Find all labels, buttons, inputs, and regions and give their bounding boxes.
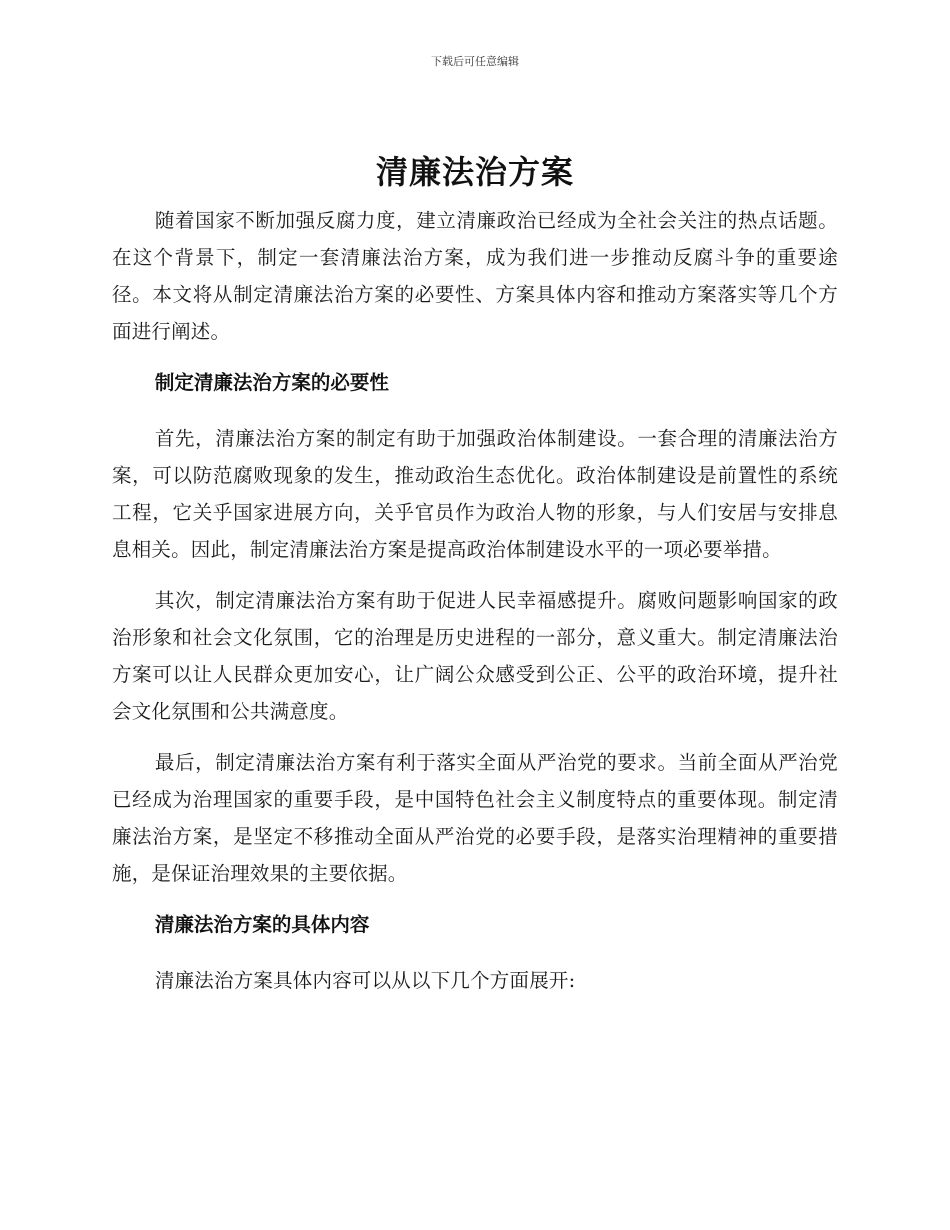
paragraph-content-intro: 清廉法治方案具体内容可以从以下几个方面展开: — [154, 969, 576, 992]
document-body — [112, 150, 838, 1013]
paragraph-first: 首先，清廉法治方案的制定有助于加强政治体制建设。一套合理的清廉法治方案，可以防范腐败现象的发生，推动政治生态优化。政治体制建设是前置性的系统工程，它关乎国家进展方向，关乎官员作为政治人物的形象，与人们安居与安排息息相关。因此，制定清廉法治方案是提高政治体制建设水平的一项必要举措。 — [112, 427, 838, 561]
document-title: 清廉法治方案 — [375, 153, 574, 191]
section-heading-necessity: 制定清廉法治方案的必要性 — [154, 371, 389, 394]
section-heading-content: 清廉法治方案的具体内容 — [154, 913, 370, 936]
paragraph-last: 最后，制定清廉法治方案有利于落实全面从严治党的要求。当前全面从严治党已经成为治理国家的重要手段，是中国特色社会主义制度特点的重要体现。制定清廉法治方案，是坚定不移推动全面从严治党的必要手段，是落实治理精神的重要措施，是保证治理效果的主要依据。 — [112, 751, 838, 885]
header-note: 下载后可任意编辑 — [431, 55, 519, 68]
paragraph-intro: 随着国家不断加强反腐力度，建立清廉政治已经成为全社会关注的热点话题。在这个背景下，制定一套清廉法治方案，成为我们进一步推动反腐斗争的重要途径。本文将从制定清廉法治方案的必要性、方案具体内容和推动方案落实等几个方面进行阐述。 — [112, 209, 838, 343]
paragraph-second: 其次，制定清廉法治方案有助于促进人民幸福感提升。腐败问题影响国家的政治形象和社会文化氛围，它的治理是历史进程的一部分，意义重大。制定清廉法治方案可以让人民群众更加安心，让广阔公众感受到公正、公平的政治环境，提升社会文化氛围和公共满意度。 — [112, 589, 838, 723]
